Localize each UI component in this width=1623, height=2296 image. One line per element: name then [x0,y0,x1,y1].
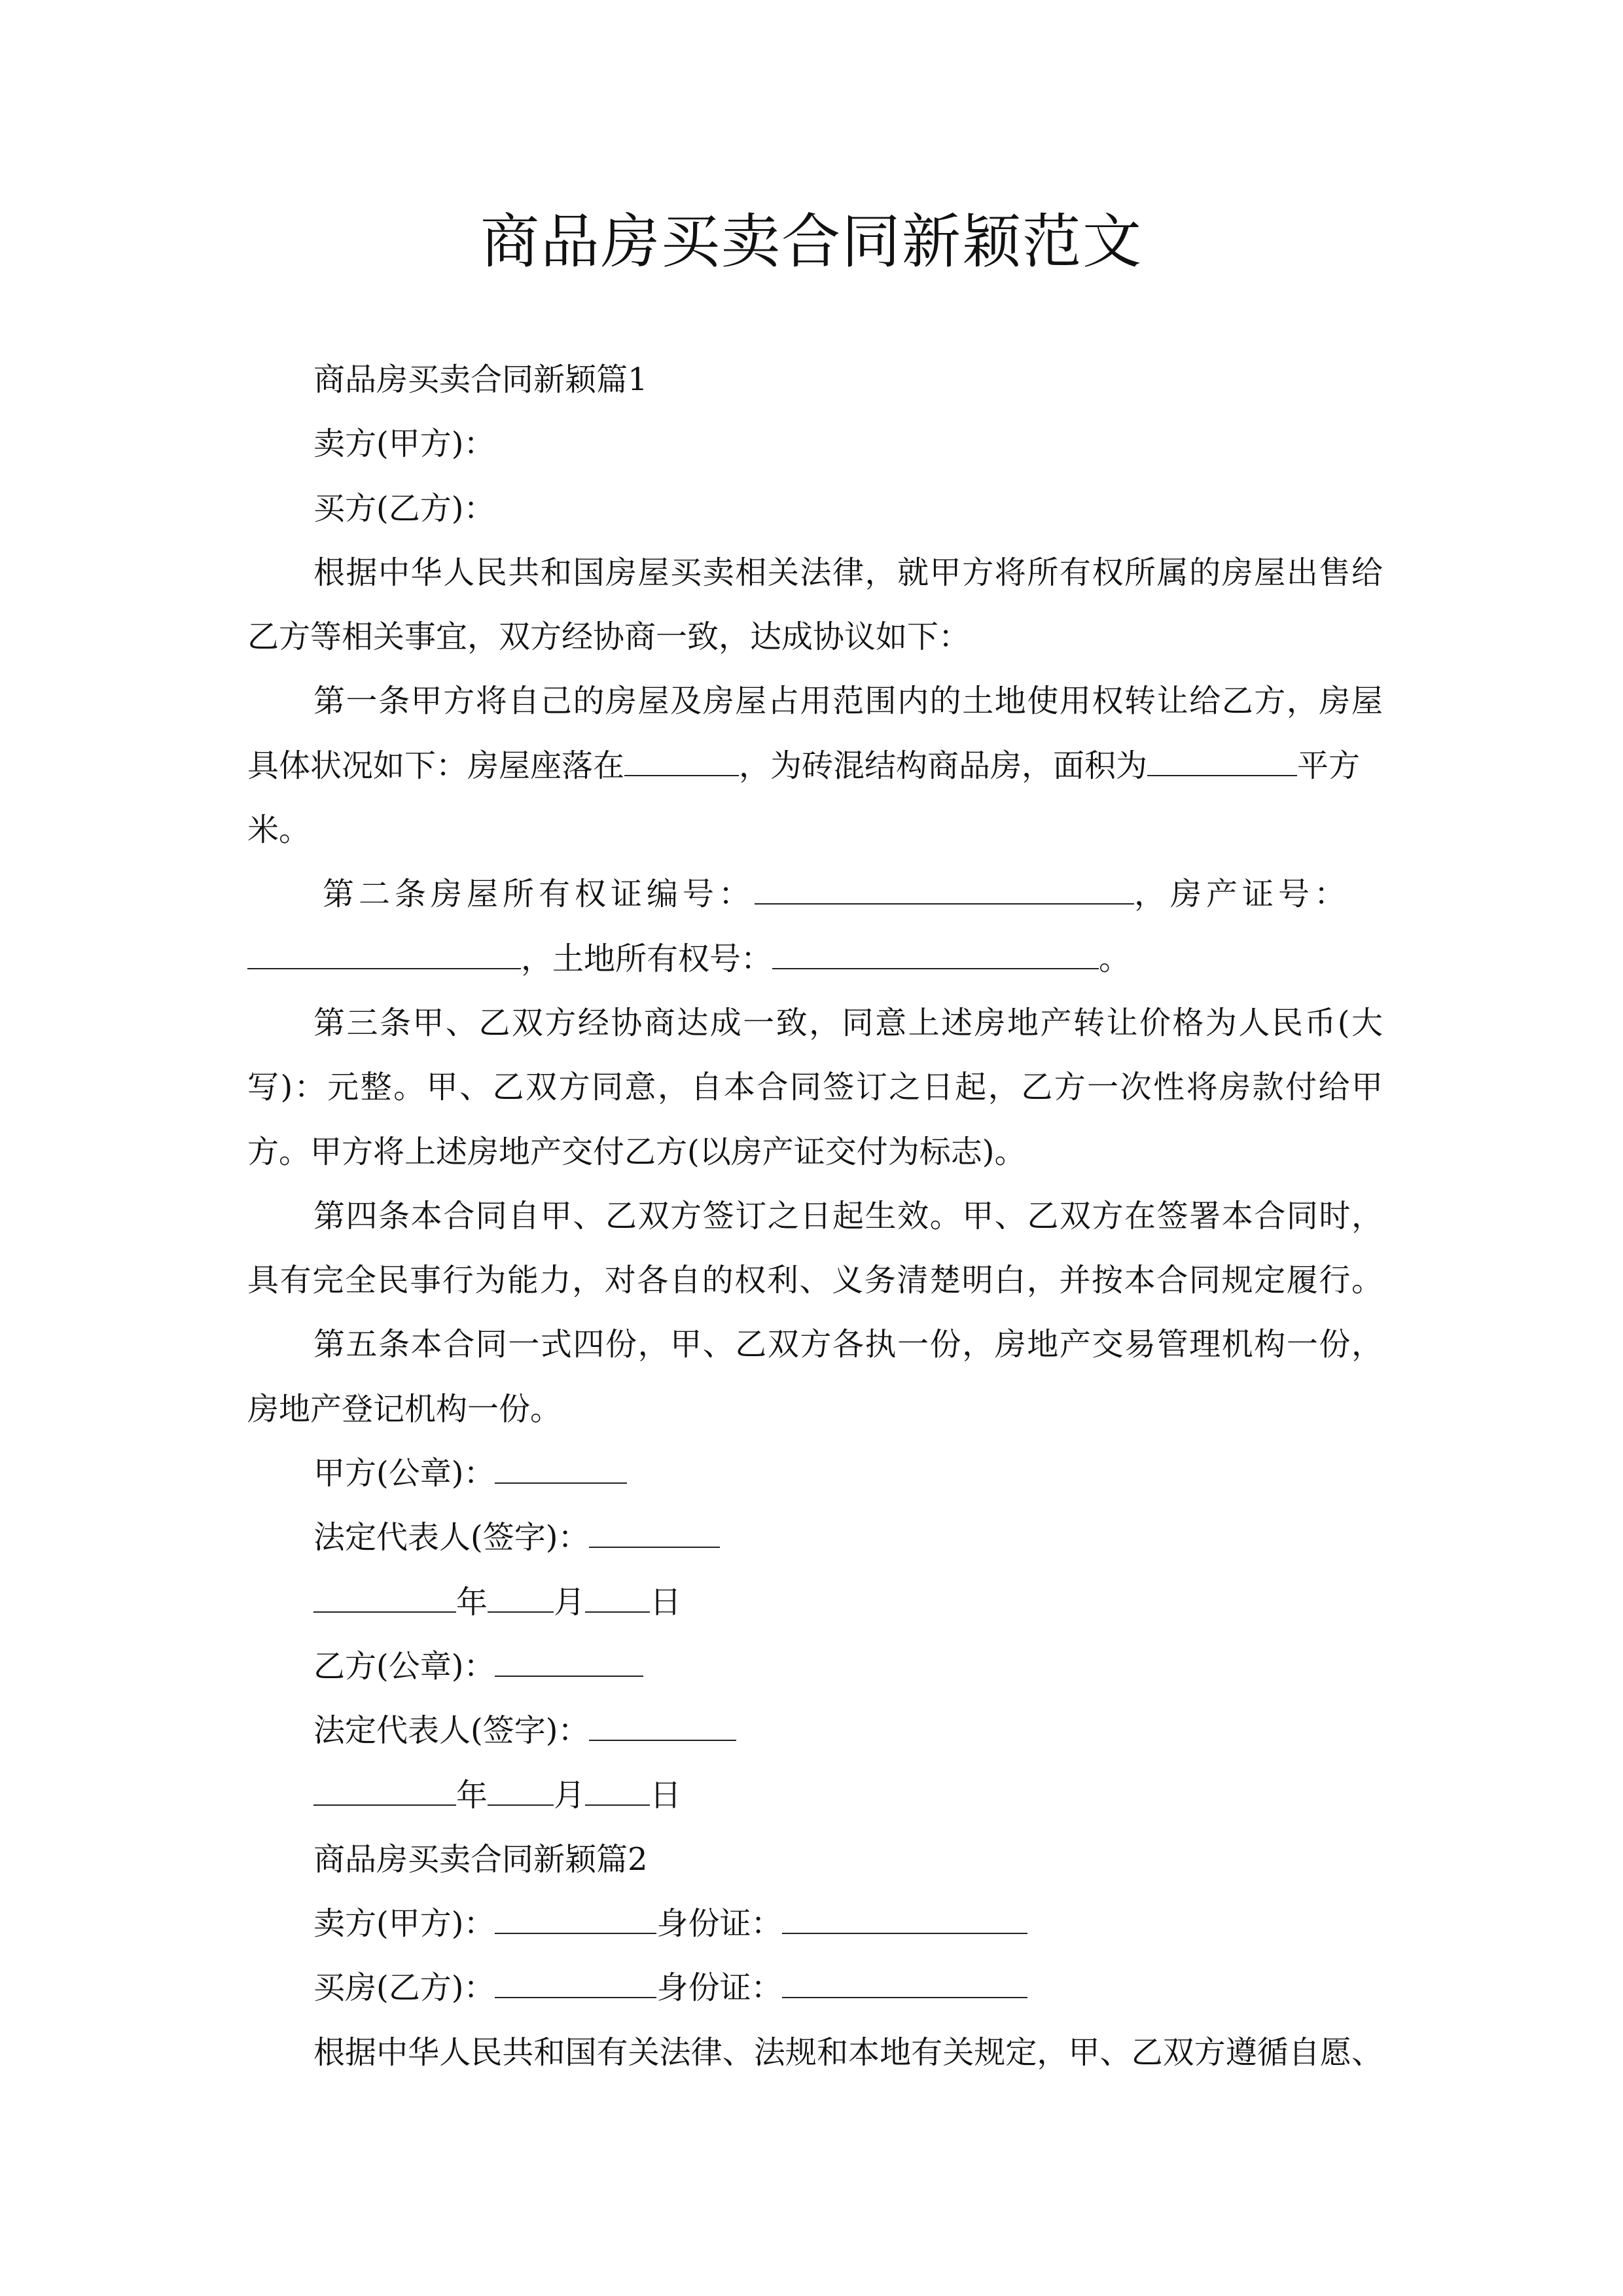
seal-blank [495,1649,643,1677]
seller-line: 卖方(甲方)： [313,425,495,463]
label: 买房(乙方)： [313,1969,495,2007]
article-2-line [247,927,1383,991]
id-label: 身份证： [656,1905,783,1943]
article-3-line: 写)：元整。甲、乙双方同意，自本合同签订之日起，乙方一次性将房款付给甲 [247,1069,1383,1106]
property-cert-blank [247,942,521,969]
intro-paragraph-line: 乙方等相关事宜，双方经协商一致，达成协议如下： [247,619,971,656]
rep-sign-line [247,1698,1383,1763]
article-1-line: 米。 [247,812,311,849]
section-heading-2: 商品房买卖合同新颖篇2 [313,1840,648,1878]
text: 。 [1099,940,1131,977]
date-line [247,1570,1383,1634]
text: 平方 [1297,747,1361,784]
sign-blank [589,1713,736,1741]
id-blank [782,1971,1027,1998]
date-line [247,1763,1383,1827]
article-4-line: 具有完全民事行为能力，对各自的权利、义务清楚明白，并按本合同规定履行。 [247,1262,1383,1299]
label: 法定代表人(签字)： [313,1519,590,1556]
text: ，房产证号： [1134,876,1351,913]
month-blank [488,1585,554,1613]
document-body [247,348,1383,2085]
month-label: 月 [554,1583,586,1621]
seller-line [247,1892,1383,1956]
id-blank [782,1907,1027,1934]
month-label: 月 [554,1776,586,1814]
article-4-line: 第四条本合同自甲、乙双方签订之日起生效。甲、乙双方在签署本合同时， [313,1197,1383,1234]
year-label: 年 [456,1583,488,1621]
intro-paragraph-line: 根据中华人民共和国有关法律、法规和本地有关规定，甲、乙双方遵循自愿、 [313,2034,1383,2071]
year-label: 年 [456,1776,488,1814]
party-b-seal-line [247,1634,1383,1698]
intro-paragraph-line: 根据中华人民共和国房屋买卖相关法律，就甲方将所有权所属的房屋出售给 [313,554,1383,591]
label: 法定代表人(签字)： [313,1712,590,1749]
article-2-line [247,862,1383,926]
label: 甲方(公章)： [313,1455,495,1492]
sign-blank [589,1520,720,1548]
day-blank [585,1585,650,1613]
year-blank [313,1778,456,1806]
rep-sign-line [247,1505,1383,1570]
name-blank [495,1971,656,1998]
area-blank [1147,749,1297,776]
party-a-seal-line [247,1441,1383,1505]
article-3-line: 第三条甲、乙双方经协商达成一致，同意上述房地产转让价格为人民币(大 [313,1004,1383,1041]
label: 卖方(甲方)： [313,1905,495,1943]
year-blank [313,1585,456,1613]
section-heading-1: 商品房买卖合同新颖篇1 [313,361,648,398]
text: ，土地所有权号： [521,940,773,977]
text: 具体状况如下：房屋座落在 [247,747,625,784]
article-1-line: 第一条甲方将自己的房屋及房屋占用范围内的土地使用权转让给乙方，房屋 [313,683,1383,720]
text: 第二条房屋所有权证编号： [323,876,755,913]
day-label: 日 [650,1776,682,1814]
location-blank [624,749,739,776]
buyer-line [247,1956,1383,2020]
seal-blank [495,1456,627,1484]
day-blank [585,1778,650,1806]
text: ，为砖混结构商品房，面积为 [739,747,1148,784]
ownership-cert-blank [755,877,1134,905]
article-5-line: 房地产登记机构一份。 [247,1390,562,1427]
name-blank [495,1907,656,1934]
buyer-line: 买方(乙方)： [313,490,495,527]
id-label: 身份证： [656,1969,783,2007]
article-5-line: 第五条本合同一式四份，甲、乙双方各执一份，房地产交易管理机构一份， [313,1326,1383,1363]
article-1-line [247,734,1383,798]
document-title: 商品房买卖合同新颖范文 [480,207,1143,276]
label: 乙方(公章)： [313,1647,495,1685]
land-cert-blank [772,942,1099,969]
month-blank [488,1778,554,1806]
article-3-line: 方。甲方将上述房地产交付乙方(以房产证交付为标志)。 [247,1133,1026,1170]
day-label: 日 [650,1583,682,1621]
